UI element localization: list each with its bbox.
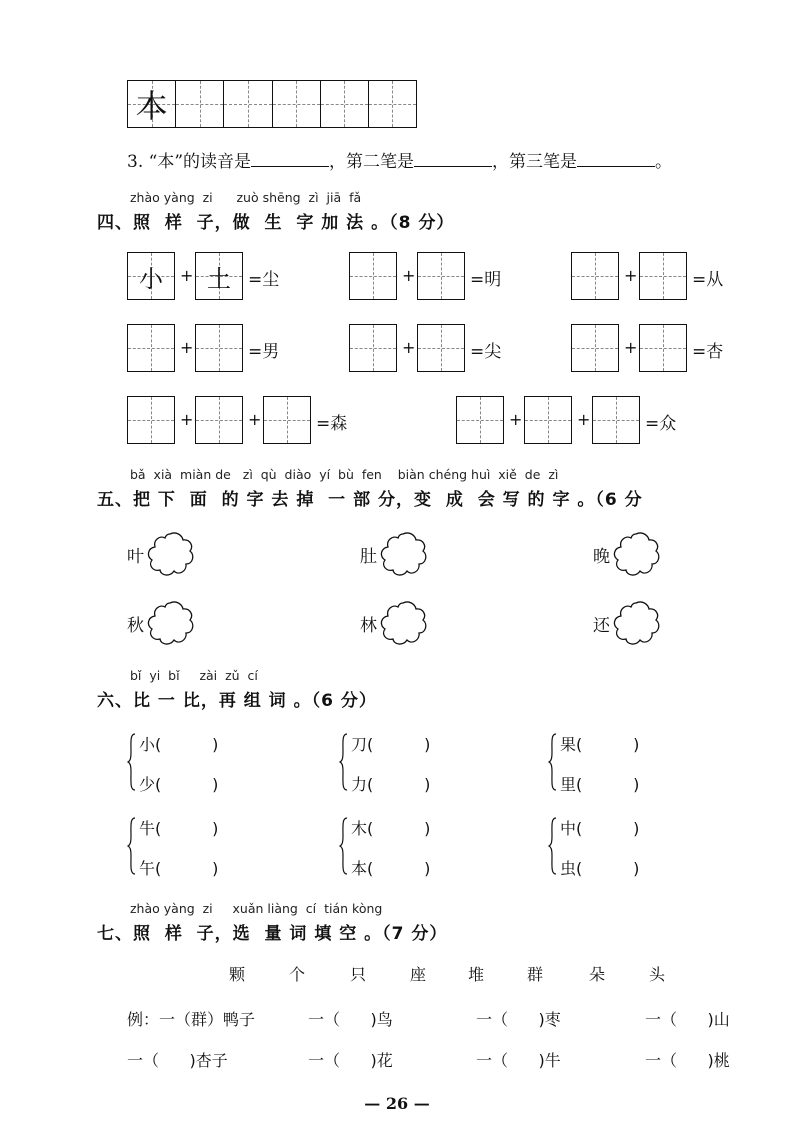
compare-row[interactable]: 小( ): [139, 735, 219, 754]
char-box[interactable]: [195, 324, 243, 372]
char-box[interactable]: [592, 396, 640, 444]
brace-icon: [127, 732, 137, 792]
example-char: 小: [139, 264, 163, 293]
grid-cell[interactable]: [369, 81, 416, 127]
compare-row[interactable]: 力( ): [351, 775, 431, 794]
answer-blank[interactable]: [577, 150, 655, 167]
measure-word: 朵: [589, 965, 606, 984]
brace-icon: [339, 816, 349, 876]
cloud-question: [360, 600, 429, 646]
compare-row[interactable]: 中( ): [560, 819, 640, 838]
grid-cell: [128, 81, 176, 127]
brace-icon: [127, 816, 137, 876]
equation-result: =杏: [692, 342, 724, 362]
equation-result: =森: [316, 414, 348, 434]
fill-item[interactable]: 一（ )枣: [476, 1010, 561, 1029]
source-char: 肚: [360, 546, 377, 567]
plus-sign: +: [509, 410, 523, 429]
plus-sign: +: [577, 410, 591, 429]
char-box[interactable]: [456, 396, 504, 444]
fill-item[interactable]: 一（ )山: [645, 1010, 730, 1029]
page-number: — 26 —: [364, 1094, 430, 1113]
char-box[interactable]: [195, 396, 243, 444]
question-3: [127, 147, 672, 172]
measure-word: 群: [527, 965, 544, 984]
source-char: 叶: [127, 546, 144, 567]
cloud-answer-box[interactable]: [379, 531, 429, 577]
compare-row[interactable]: 刀( ): [351, 735, 431, 754]
compare-pair: [548, 730, 668, 794]
measure-word: 堆: [468, 965, 485, 984]
char-box[interactable]: [417, 324, 465, 372]
compare-row[interactable]: 午( ): [139, 859, 219, 878]
compare-row[interactable]: 木( ): [351, 819, 431, 838]
cloud-question: [593, 531, 662, 577]
section7-heading: 七、照 样 子，选 量 词 填 空 。（7 分）: [97, 924, 448, 944]
char-box: [195, 252, 243, 300]
equation-result: =明: [470, 270, 502, 290]
question-text: ，第二笔是: [329, 152, 415, 172]
brace-icon: [339, 732, 349, 792]
plus-sign: +: [402, 266, 416, 285]
equation-result: =从: [692, 270, 724, 290]
section6-pinyin: bǐ yi bǐ zài zǔ cí: [130, 668, 258, 683]
fill-item[interactable]: 一（ )牛: [476, 1051, 561, 1070]
char-box[interactable]: [127, 324, 175, 372]
measure-word: 头: [649, 965, 666, 984]
char-box[interactable]: [127, 396, 175, 444]
plus-sign: +: [248, 410, 262, 429]
example-item: 例：一（群）鸭子: [127, 1010, 256, 1029]
compare-row[interactable]: 虫( ): [560, 859, 640, 878]
equation-result: =尖: [470, 342, 502, 362]
question-text: 。: [655, 152, 673, 172]
section4-pinyin: zhào yàng zi zuò shēng zì jiā fǎ: [130, 190, 362, 205]
section5-heading: 五、把 下 面 的 字 去 掉 一 部 分，变 成 会 写 的 字 。（6 分: [97, 490, 643, 510]
measure-word: 个: [289, 965, 306, 984]
grid-cell[interactable]: [273, 81, 321, 127]
char-box[interactable]: [417, 252, 465, 300]
char-box[interactable]: [639, 324, 687, 372]
char-box[interactable]: [349, 324, 397, 372]
source-char: 秋: [127, 615, 144, 636]
grid-cell[interactable]: [176, 81, 224, 127]
brace-icon: [548, 816, 558, 876]
question-text: “本”的读音是: [148, 152, 252, 172]
compare-row[interactable]: 果( ): [560, 735, 640, 754]
compare-row[interactable]: 里( ): [560, 775, 640, 794]
equation-result: =尘: [248, 270, 280, 290]
compare-pair: [127, 814, 247, 878]
grid-cell[interactable]: [321, 81, 369, 127]
cloud-question: [360, 531, 429, 577]
char-box[interactable]: [571, 252, 619, 300]
plus-sign: +: [402, 338, 416, 357]
char-box[interactable]: [349, 252, 397, 300]
fill-item[interactable]: 一（ )杏子: [127, 1051, 228, 1070]
fill-item[interactable]: 一（ )桃: [645, 1051, 730, 1070]
char-box[interactable]: [639, 252, 687, 300]
measure-word: 只: [350, 965, 367, 984]
cloud-answer-box[interactable]: [146, 531, 196, 577]
cloud-answer-box[interactable]: [146, 600, 196, 646]
compare-row[interactable]: 少( ): [139, 775, 219, 794]
compare-pair: [548, 814, 668, 878]
source-char: 还: [593, 615, 610, 636]
section5-pinyin: bǎ xià miàn de zì qù diào yí bù fen biàn chéng huì xiě de zì: [130, 467, 559, 482]
question-number: 3.: [127, 152, 144, 172]
cloud-answer-box[interactable]: [612, 531, 662, 577]
char-box: [127, 252, 175, 300]
char-box[interactable]: [524, 396, 572, 444]
compare-row[interactable]: 本( ): [351, 859, 431, 878]
writing-grid: [127, 80, 417, 128]
equation-result: =男: [248, 342, 280, 362]
cloud-question: [593, 600, 662, 646]
plus-sign: +: [180, 410, 194, 429]
section6-heading: 六、比 一 比，再 组 词 。（6 分）: [97, 691, 377, 711]
example-char: 土: [207, 264, 231, 293]
fill-item[interactable]: 一（ )花: [308, 1051, 393, 1070]
cloud-question: [127, 531, 196, 577]
char-box[interactable]: [263, 396, 311, 444]
cloud-answer-box[interactable]: [379, 600, 429, 646]
sample-char: 本: [135, 87, 168, 125]
section4-heading: 四、照 样 子，做 生 字 加 法 。（8 分）: [97, 213, 455, 233]
answer-blank[interactable]: [414, 150, 492, 167]
compare-pair: [127, 730, 247, 794]
equation-result: =众: [645, 414, 677, 434]
compare-row[interactable]: 牛( ): [139, 819, 219, 838]
source-char: 晚: [593, 546, 610, 567]
fill-item[interactable]: 一（ )鸟: [308, 1010, 393, 1029]
measure-word: 颗: [229, 965, 246, 984]
cloud-answer-box[interactable]: [612, 600, 662, 646]
grid-cell[interactable]: [224, 81, 272, 127]
plus-sign: +: [180, 266, 194, 285]
brace-icon: [548, 732, 558, 792]
section7-pinyin: zhào yàng zi xuǎn liàng cí tián kòng: [130, 901, 383, 916]
measure-word: 座: [410, 965, 427, 984]
plus-sign: +: [624, 266, 638, 285]
compare-pair: [339, 730, 459, 794]
question-text: ，第三笔是: [492, 152, 578, 172]
answer-blank[interactable]: [251, 150, 329, 167]
char-box[interactable]: [571, 324, 619, 372]
cloud-question: [127, 600, 196, 646]
plus-sign: +: [180, 338, 194, 357]
compare-pair: [339, 814, 459, 878]
plus-sign: +: [624, 338, 638, 357]
source-char: 林: [360, 615, 377, 636]
